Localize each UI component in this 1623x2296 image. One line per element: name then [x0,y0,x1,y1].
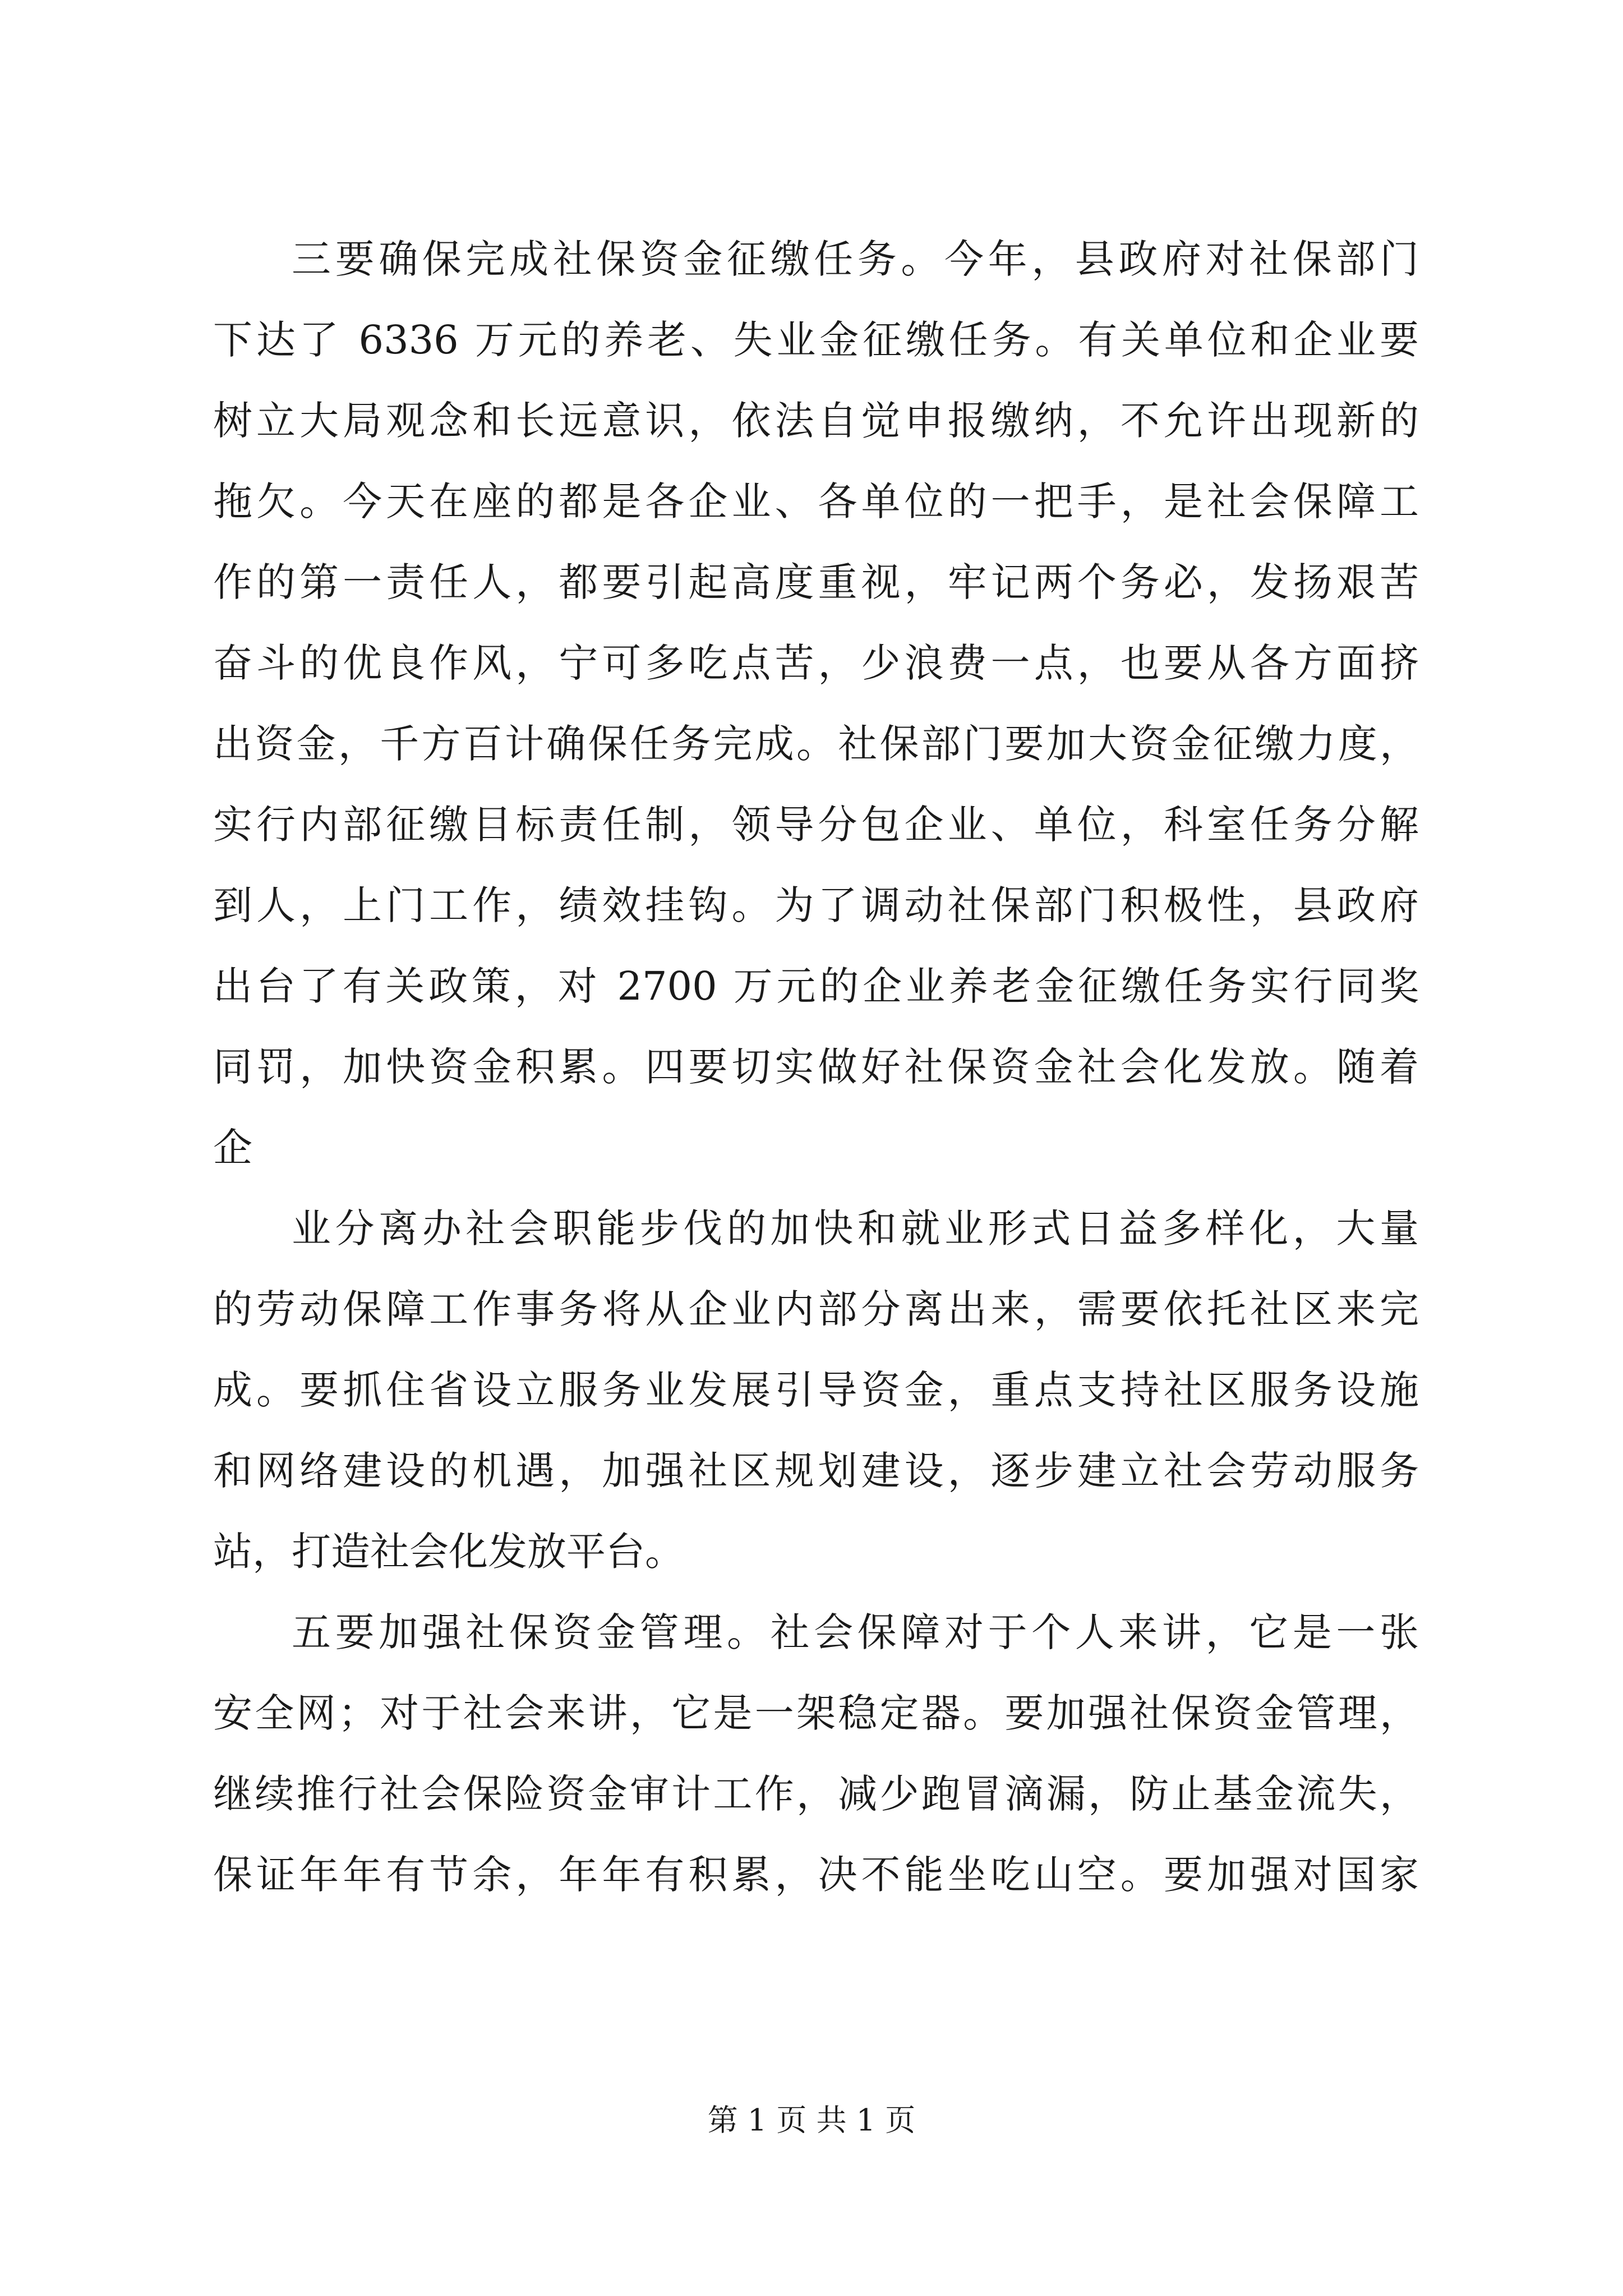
page-number-footer: 第 1 页 共 1 页 [707,2102,916,2138]
text-line: 实行内部征缴目标责任制，领导分包企业、单位，科室任务分解 [213,802,1419,848]
text-line: 树立大局观念和长远意识，依法自觉申报缴纳，不允许出现新的 [213,398,1419,444]
text-line: 到人，上门工作，绩效挂钩。为了调动社保部门积极性，县政府 [213,882,1419,928]
text-line: 继续推行社会保险资金审计工作，减少跑冒滴漏，防止基金流失， [213,1771,1419,1817]
text-line: 三要确保完成社保资金征缴任务。今年，县政府对社保部门 [292,236,1419,282]
text-line: 同罚，加快资金积累。四要切实做好社保资金社会化发放。随着 [213,1044,1419,1090]
text-line: 保证年年有节余，年年有积累，决不能坐吃山空。要加强对国家 [213,1852,1419,1898]
text-line: 和网络建设的机遇，加强社区规划建设，逐步建立社会劳动服务 [213,1448,1419,1494]
text-line: 成。要抓住省设立服务业发展引导资金，重点支持社区服务设施 [213,1367,1419,1413]
text-line: 出资金，千方百计确保任务完成。社保部门要加大资金征缴力度， [213,721,1419,767]
text-line: 五要加强社保资金管理。社会保障对于个人来讲，它是一张 [292,1609,1419,1655]
text-line: 拖欠。今天在座的都是各企业、各单位的一把手，是社会保障工 [213,478,1419,524]
text-line: 安全网；对于社会来讲，它是一架稳定器。要加强社保资金管理， [213,1690,1419,1736]
text-line: 出台了有关政策，对 2700 万元的企业养老金征缴任务实行同奖 [213,963,1419,1009]
text-line: 下达了 6336 万元的养老、失业金征缴任务。有关单位和企业要 [213,317,1419,363]
text-line: 奋斗的优良作风，宁可多吃点苦，少浪费一点，也要从各方面挤 [213,640,1419,686]
text-line: 的劳动保障工作事务将从企业内部分离出来，需要依托社区来完 [213,1286,1419,1332]
text-line: 业分离办社会职能步伐的加快和就业形式日益多样化，大量 [292,1205,1419,1251]
document-body [213,219,1419,1915]
text-line: 作的第一责任人，都要引起高度重视，牢记两个务必，发扬艰苦 [213,559,1419,605]
text-line: 站，打造社会化发放平台。 [213,1529,684,1575]
text-line: 企 [213,1125,252,1171]
